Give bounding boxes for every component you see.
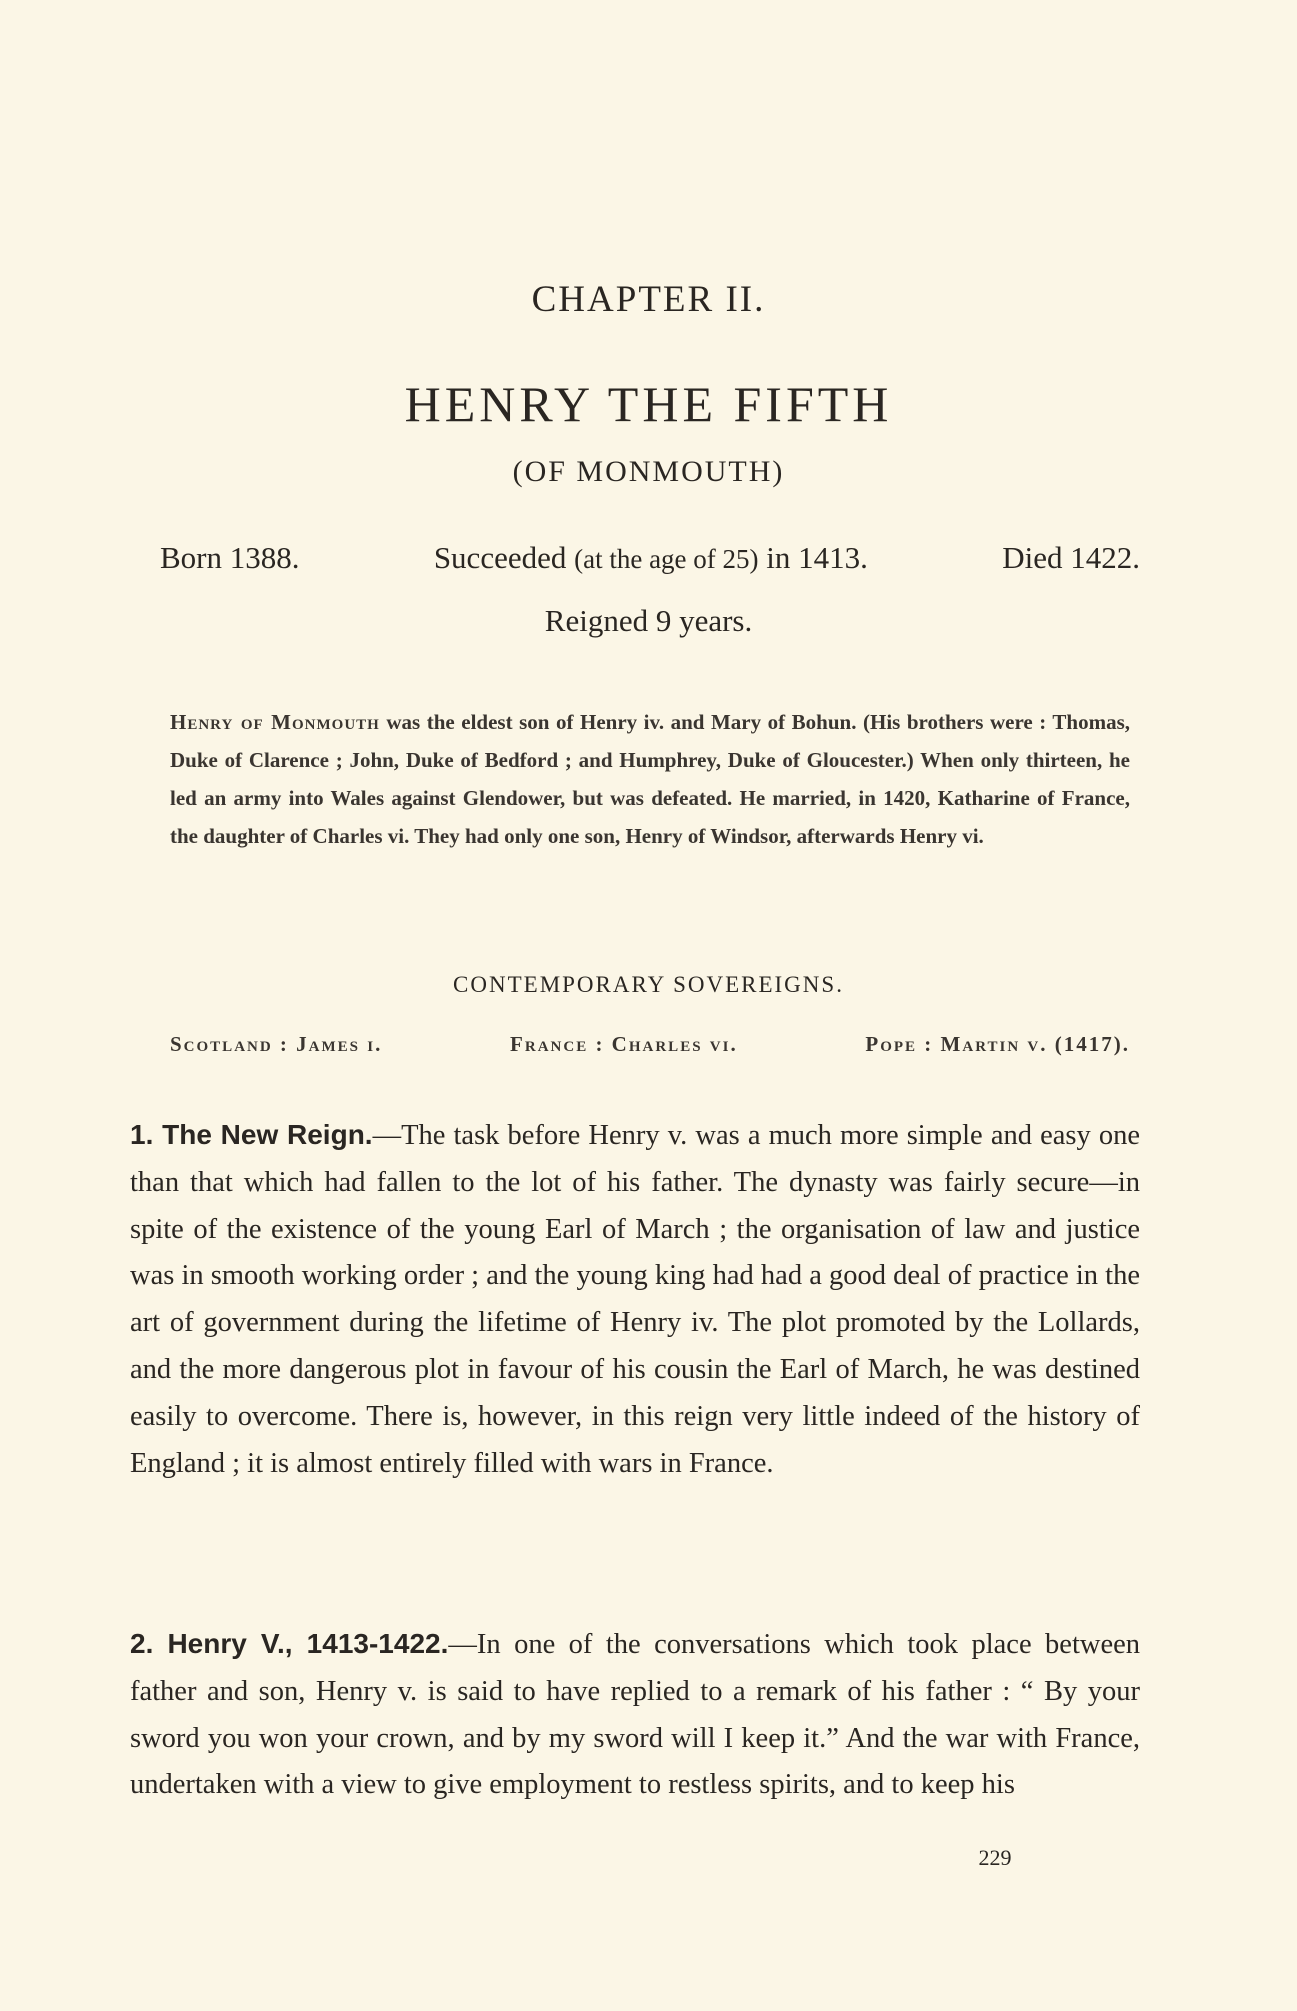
succeeded-year: in 1413.: [766, 540, 868, 575]
sovereign-scotland: Scotland : James i.: [170, 1032, 383, 1056]
section-heading: 2. Henry V., 1413-1422.: [130, 1628, 449, 1659]
section-new-reign: [130, 1112, 1140, 1487]
biography-subject: Henry of Monmouth: [170, 710, 380, 734]
succeeded-prefix: Succeeded: [433, 540, 567, 575]
chapter-subtitle: (OF MONMOUTH): [512, 455, 785, 488]
sovereign-pope: Pope : Martin v. (1417).: [865, 1032, 1130, 1056]
biography-paragraph: [170, 703, 1130, 855]
chapter-title: HENRY THE FIFTH: [404, 376, 893, 432]
died-date: Died 1422.: [1002, 540, 1140, 575]
succeeded-date: [434, 540, 868, 576]
page-number: 229: [978, 1845, 1012, 1870]
sovereign-france: France : Charles vi.: [510, 1032, 738, 1056]
contemporary-sovereigns-heading: CONTEMPORARY SOVEREIGNS.: [453, 972, 844, 997]
born-date: Born 1388.: [160, 540, 300, 575]
section-text: —In one of the conversations which took place between father and son, Henry v. is said to have replied to a remark of his father : “ By your sword you won your crown, and by my sword will I keep it.” And the war with France, undertaken with a view to give employment to restless spirits, and to keep his: [130, 1629, 1140, 1801]
section-henry-v: [130, 1621, 1140, 1809]
chapter-heading: CHAPTER II.: [531, 279, 766, 320]
biography-text: was the eldest son of Henry iv. and Mary of Bohun. (His brothers were : Thomas, Duke of Clarence ; John, Duke of Bedford ; and Humphrey, Duke of Gloucester.) When only thirteen, he led an army into Wales against Glendower, but was defeated. He married, in 1420, Katharine of France, the daughter of Charles vi. They had only one son, Henry of Windsor, afterwards Henry vi.: [170, 710, 1130, 848]
contemporary-sovereigns-list: [170, 1032, 1130, 1057]
section-text: —The task before Henry v. was a much more simple and easy one than that which had fallen to the lot of his father. The dynasty was fairly secure—in spite of the existence of the young Earl of March ; the organisation of law and justice was in smooth working order ; and the young king had had a good deal of practice in the art of government during the lifetime of Henry iv. The plot promoted by the Lollards, and the more dangerous plot in favour of his cousin the Earl of March, he was destined easily to overcome. There is, however, in this reign very little indeed of the history of England ; it is almost entirely filled with wars in France.: [130, 1120, 1140, 1479]
reign-dates: [160, 540, 1140, 576]
succeeded-age: (at the age of 25): [574, 544, 759, 574]
section-heading: 1. The New Reign.: [130, 1119, 373, 1150]
reign-length: Reigned 9 years.: [544, 603, 753, 638]
